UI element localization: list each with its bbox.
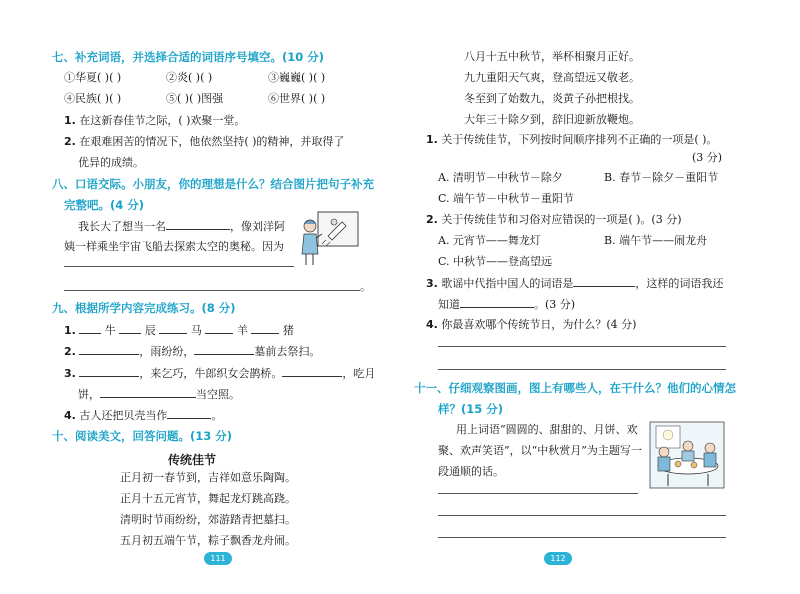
q9-i4-end: 。 [211, 409, 223, 422]
q9-blank-8[interactable] [79, 366, 139, 377]
q11-heading-line2: 样？(15 分) [438, 402, 504, 416]
q7-sentence1 [64, 114, 245, 128]
family-moon-festival-illustration [648, 420, 726, 490]
r-q1-option-c[interactable]: C. 端午节－中秋节－重阳节 [438, 192, 575, 205]
q7-row1-item2: ②炎( )( ) [166, 71, 213, 84]
poem-title: 传统佳节 [168, 453, 217, 467]
poem-line-5: 八月十五中秋节，举杯相聚月正好。 [464, 50, 640, 63]
r-q4 [426, 318, 636, 332]
q9-blank-7[interactable] [194, 344, 254, 355]
q10-heading: 十、阅读美文，回答问题。(13 分) [52, 429, 233, 443]
r-q2-option-a[interactable]: A. 元宵节——舞龙灯 [438, 234, 541, 247]
r-q3-text-d: 。(3 分) [534, 298, 576, 311]
q9-item2 [64, 344, 320, 359]
q9-i2-number: 2. [64, 345, 76, 358]
q9-i2-b: 墓前去祭扫。 [254, 345, 321, 358]
q7-row2-item2: ⑤( )( )图强 [166, 92, 224, 105]
poem-line-6: 九九重阳天气爽，登高望远又敬老。 [464, 71, 640, 84]
q8-answer-line2[interactable] [64, 290, 360, 291]
q7-s2-text: 在艰难困苦的情况下，他依然坚持( )的精神，并取得了 [79, 135, 345, 148]
q7-s2-number: 2. [64, 135, 76, 148]
q9-zodiac-dragon: 辰 [144, 324, 156, 337]
q9-blank-3[interactable] [159, 323, 187, 334]
q9-blank-2[interactable] [119, 323, 141, 334]
r-q2-text: 关于传统佳节和习俗对应错误的一项是( )。(3 分) [441, 213, 682, 226]
poem-line-3: 清明时节雨纷纷，郊游踏青把墓扫。 [120, 513, 296, 526]
r-q3-text-a: 歌谣中代指中国人的词语是 [441, 277, 574, 290]
page-number-badge-left: 111 [204, 552, 232, 565]
r-q3-text-c: 知道 [438, 298, 460, 311]
q8-end-period: 。 [360, 280, 371, 293]
q8-line1-a: 我长大了想当一名 [78, 220, 166, 233]
q9-zodiac-horse: 马 [190, 324, 202, 337]
q9-zodiac-ox: 牛 [104, 324, 116, 337]
q11-line1: 用上词语“圆圆的、甜甜的、月饼、欢 [456, 423, 638, 436]
poem-line-8: 大年三十除夕到，辞旧迎新放鞭炮。 [464, 113, 640, 126]
r-q1-score: (3 分) [692, 151, 723, 164]
q11-heading-line1: 十一、仔细观察图画，图上有哪些人，在干什么？他们的心情怎 [414, 381, 736, 395]
q8-line2: 姨一样乘坐宇宙飞船去探索太空的奥秘。因为 [64, 240, 284, 253]
r-q1-option-a[interactable]: A. 清明节－中秋节－除夕 [438, 171, 563, 184]
r-q4-text: 你最喜欢哪个传统节日，为什么？(4 分) [441, 318, 637, 331]
q7-s1-text: 在这新春佳节之际，( )欢聚一堂。 [79, 114, 246, 127]
r-q1 [426, 133, 717, 147]
r-q2 [426, 213, 682, 227]
r-q3-text-b: ，这样的词语我还 [635, 277, 724, 290]
q9-i4-text: 古人还把贝壳当作 [79, 409, 168, 422]
r-q4-number: 4. [426, 318, 438, 331]
r-q1-option-b[interactable]: B. 春节－除夕－重阳节 [604, 171, 719, 184]
q11-answer-line1[interactable] [438, 493, 638, 494]
q9-i2-a: ，雨纷纷， [139, 345, 195, 358]
q9-i3-c: 饼， [78, 388, 100, 401]
r-q1-text: 关于传统佳节，下列按时间顺序排列不正确的一项是( )。 [441, 133, 718, 146]
q9-blank-4[interactable] [205, 323, 233, 334]
r-q2-number: 2. [426, 213, 438, 226]
r-q1-number: 1. [426, 133, 438, 146]
q8-blank-career[interactable] [166, 219, 230, 230]
q7-row1-item3: ③巍巍( )( ) [268, 71, 326, 84]
q8-line1-b: ，像刘洋阿 [230, 220, 285, 233]
q7-row1-item1: ①华夏( )( ) [64, 71, 122, 84]
q9-item1 [64, 323, 294, 338]
q9-item4 [64, 408, 222, 423]
r-q3-cont [438, 297, 575, 312]
q8-heading-line2: 完整吧。(4 分) [64, 198, 145, 212]
girl-astronaut-illustration [298, 208, 360, 268]
poem-line-4: 五月初五端午节，粽子飘香龙舟闹。 [120, 534, 296, 547]
q9-blank-11[interactable] [167, 408, 211, 419]
r-q4-answer-line1[interactable] [438, 346, 726, 347]
q9-heading: 九、根据所学内容完成练习。(8 分) [52, 301, 236, 315]
q9-blank-6[interactable] [79, 344, 139, 355]
q9-blank-10[interactable] [100, 387, 196, 398]
q9-i3-b: ，吃月 [342, 367, 376, 380]
q9-zodiac-pig: 猪 [282, 324, 294, 337]
q9-i4-number: 4. [64, 409, 76, 422]
q9-item3-cont [78, 387, 240, 402]
r-q4-answer-line2[interactable] [438, 369, 726, 370]
q9-blank-5[interactable] [251, 323, 279, 334]
poem-line-7: 冬至到了始数九，炎黄子孙把根找。 [464, 92, 640, 105]
q11-line2: 聚、欢声笑语”，以“中秋赏月”为主题写一 [438, 444, 642, 457]
q11-answer-line2[interactable] [438, 515, 726, 516]
q9-zodiac-goat: 羊 [236, 324, 248, 337]
q7-row2-item3: ⑥世界( )( ) [268, 92, 326, 105]
page-number-badge-right: 112 [544, 552, 572, 565]
r-q2-option-c[interactable]: C. 中秋节——登高望远 [438, 255, 553, 268]
q7-sentence2 [64, 135, 344, 149]
r-q3-blank-1[interactable] [573, 276, 635, 287]
r-q3-blank-2[interactable] [460, 297, 534, 308]
q11-line3: 段通顺的话。 [438, 465, 504, 478]
r-q3 [426, 276, 723, 291]
q9-blank-9[interactable] [282, 366, 342, 377]
q9-i3-a: ，来乞巧，牛郎织女会鹊桥。 [139, 367, 283, 380]
q9-item3 [64, 366, 375, 381]
q9-i3-number: 3. [64, 367, 76, 380]
q9-i3-d: 当空照。 [196, 388, 240, 401]
q7-heading: 七、补充词语，并选择合适的词语序号填空。(10 分) [52, 50, 325, 64]
q9-i1-number: 1. [64, 324, 76, 337]
q7-s1-number: 1. [64, 114, 76, 127]
q11-answer-line3[interactable] [438, 537, 726, 538]
q9-blank-1[interactable] [79, 323, 101, 334]
q8-line1 [78, 219, 285, 234]
right-page [400, 0, 800, 594]
r-q2-option-b[interactable]: B. 端午节——闹龙舟 [604, 234, 708, 247]
poem-line-2: 正月十五元宵节，舞起龙灯跳高跷。 [120, 492, 296, 505]
r-q3-number: 3. [426, 277, 438, 290]
q8-heading-line1: 八、口语交际。小朋友，你的理想是什么？结合图片把句子补充 [52, 177, 374, 191]
q8-answer-line1[interactable] [64, 266, 294, 267]
poem-line-1: 正月初一春节到，吉祥如意乐陶陶。 [120, 471, 296, 484]
q7-sentence2-cont: 优异的成绩。 [78, 156, 144, 169]
q7-row2-item1: ④民族( )( ) [64, 92, 122, 105]
